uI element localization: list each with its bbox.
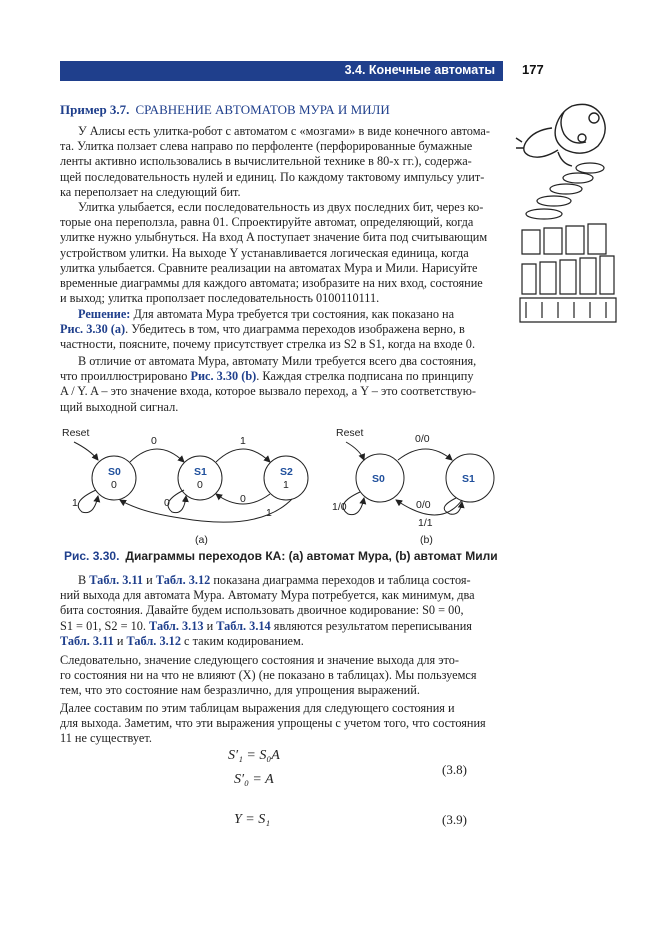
text-span: Для автомата Мура требуется три состояния, как показано на (130, 307, 455, 321)
transition-label: 1/0 (332, 501, 347, 513)
self-loop-arrow (168, 490, 186, 513)
text-line: тем, что это состояние нам безразлично, для упрощения выражений. (60, 683, 420, 698)
paragraph-solution (60, 307, 510, 353)
text-span: показана диаграмма переходов и таблица состоя- (210, 573, 471, 587)
table-ref-link[interactable]: Табл. 3.12 (126, 633, 181, 648)
text-line: бита состояния. Давайте будем использовать двоичное кодирование: S0 = 00, (60, 603, 464, 618)
text-line: и выход; улитка проползает последовательность 0100110111. (60, 291, 380, 306)
transition-arrow (398, 449, 452, 460)
table-ref-link[interactable]: Табл. 3.13 (149, 618, 204, 633)
state-name: S2 (280, 466, 293, 478)
section-title: 3.4. Конечные автоматы (344, 63, 495, 77)
state-name: S0 (372, 473, 385, 485)
state-name: S1 (462, 473, 475, 485)
text-span: с таким кодированием. (180, 633, 304, 648)
table-ref-link[interactable]: Табл. 3.12 (155, 573, 211, 587)
transition-label: 0 (164, 497, 170, 509)
text-span: что проиллюстрировано (60, 369, 191, 384)
equation-s1-next: S′₁ = S₀A (228, 748, 280, 763)
text-line: устройством улитки. На выходе Y устанавливается логическая единица, когда (60, 245, 469, 260)
text-span: . Убедитесь в том, что диаграмма переходов изображена верно, в (125, 322, 465, 337)
table-ref-link[interactable]: Табл. 3.11 (89, 573, 144, 587)
text-span: и (113, 633, 127, 648)
transition-arrow (130, 449, 184, 462)
self-loop-arrow (444, 498, 462, 514)
text-line: та. Улитка ползает слева направо по перфоленте (перфорированные бумажные (60, 139, 473, 154)
figure-caption-label: Рис. 3.30. (64, 549, 120, 563)
subfigure-label: (b) (420, 534, 433, 546)
equation-s0-next (234, 772, 274, 788)
text-line: В отличие от автомата Мура, автомату Мили требуется всего два состояния, (78, 354, 477, 368)
state-name: S0 (108, 466, 121, 478)
moore-diagram (74, 442, 308, 522)
self-loop-arrow (78, 490, 98, 513)
state-node (92, 456, 136, 500)
text-line: временные диаграммы для каждого автомата; изобразите на них вход, состояние (60, 276, 483, 291)
equation-number: (3.9) (442, 812, 467, 827)
text-span: . Каждая стрелка подписана по принципу (256, 369, 474, 384)
text-line: улитка улыбается. Сравните реализации на автоматах Мура и Мили. Нарисуйте (60, 260, 478, 275)
text-line: ка переползает на следующий бит. (60, 184, 241, 199)
solution-label: Решение: (78, 307, 131, 321)
text-span: являются результатом переписывания (270, 618, 472, 633)
equation-number: (3.8) (442, 762, 467, 777)
figure-ref-link[interactable]: Рис. 3.30 (b) (190, 369, 257, 384)
text-line: Далее составим по этим таблицам выражения для следующего состояния и (60, 701, 455, 715)
example-label: Пример 3.7. (60, 102, 130, 117)
text-line: улитке нужно улыбнуться. На вход A поступает значение бита под считывающим (60, 230, 488, 245)
reset-arrow (74, 442, 98, 460)
table-ref-link[interactable]: Табл. 3.11 (60, 633, 114, 648)
header-bar (60, 61, 503, 81)
transition-label: 0/0 (416, 499, 431, 511)
text-line: для выхода. Заметим, что эти выражения упрощены с учетом того, что состояния (60, 716, 486, 731)
transition-arrow (216, 449, 270, 462)
subfigure-label: (a) (195, 534, 208, 546)
text-line: A / Y. A – это значение входа, которое вызвало переход, а Y – это соответствую- (60, 384, 476, 399)
state-node (264, 456, 308, 500)
transition-label: 1/1 (418, 517, 433, 529)
state-diagram-figure (60, 420, 510, 548)
paragraph-mealy (60, 354, 510, 415)
text-line: торые она переползла, равна 01. Спроектируйте автомат, определяющий, когда (60, 215, 474, 230)
transition-label: 1 (72, 497, 78, 509)
equation-s0-next-text: S′₀ = A (234, 772, 274, 787)
example-heading (60, 102, 390, 118)
paragraph-intro (60, 124, 510, 200)
transition-label: 0 (240, 493, 246, 505)
transition-label: 1 (266, 507, 272, 519)
transition-label: 0/0 (415, 433, 430, 445)
paragraph-expressions (60, 701, 510, 747)
text-line: У Алисы есть улитка-робот с автоматом с «мозгами» в виде конечного автома- (78, 124, 490, 138)
reset-label: Reset (62, 427, 90, 439)
figure-caption (64, 549, 498, 563)
figure-caption-text: Диаграммы переходов КА: (a) автомат Мура, (b) автомат Мили (125, 549, 498, 563)
state-node (178, 456, 222, 500)
reset-arrow (346, 442, 364, 460)
text-line: ний выхода для автомата Мура. Автомату Мура потребуется, как минимум, два (60, 588, 475, 603)
text-line: го состояния ни на что не влияют (X) (не показано в таблицах). Мы пользуемся (60, 668, 477, 683)
paragraph-dontcare (60, 653, 510, 699)
state-output: 0 (197, 479, 203, 491)
text-line: частности, поясните, почему присутствует стрелка из S2 в S1, когда на входе 0. (60, 337, 476, 352)
equation-y: Y = S₁ (234, 812, 271, 827)
robot-snail-illustration (512, 98, 622, 328)
paragraph-task (60, 200, 510, 306)
reset-label: Reset (336, 427, 364, 439)
table-ref-link[interactable]: Табл. 3.14 (216, 618, 271, 633)
example-title: СРАВНЕНИЕ АВТОМАТОВ МУРА И МИЛИ (135, 102, 390, 117)
page-number: 177 (522, 62, 544, 77)
state-output: 0 (111, 479, 117, 491)
text-line: Следовательно, значение следующего состояния и значение выхода для это- (60, 653, 460, 667)
transition-label: 0 (151, 435, 157, 447)
text-line: щей последовательность нулей и единиц. По каждому тактовому импульсу улит- (60, 169, 485, 184)
state-output: 1 (283, 479, 289, 491)
text-line: щий выходной сигнал. (60, 399, 179, 414)
text-span: В (78, 573, 90, 587)
figure-ref-link[interactable]: Рис. 3.30 (a) (60, 322, 126, 337)
text-span: и (143, 573, 156, 587)
transition-label: 1 (240, 435, 246, 447)
text-line: ленты активно использовались в вычислительной технике в 80-х гг.), содержа- (60, 154, 472, 169)
paragraph-tables (60, 573, 510, 649)
text-line: 11 не существует. (60, 731, 152, 746)
state-name: S1 (194, 466, 207, 478)
text-span: и (203, 618, 217, 633)
text-line: Улитка улыбается, если последовательность из двух последних бит, через ко- (78, 200, 484, 214)
text-span: S1 = 01, S2 = 10. (60, 618, 150, 633)
